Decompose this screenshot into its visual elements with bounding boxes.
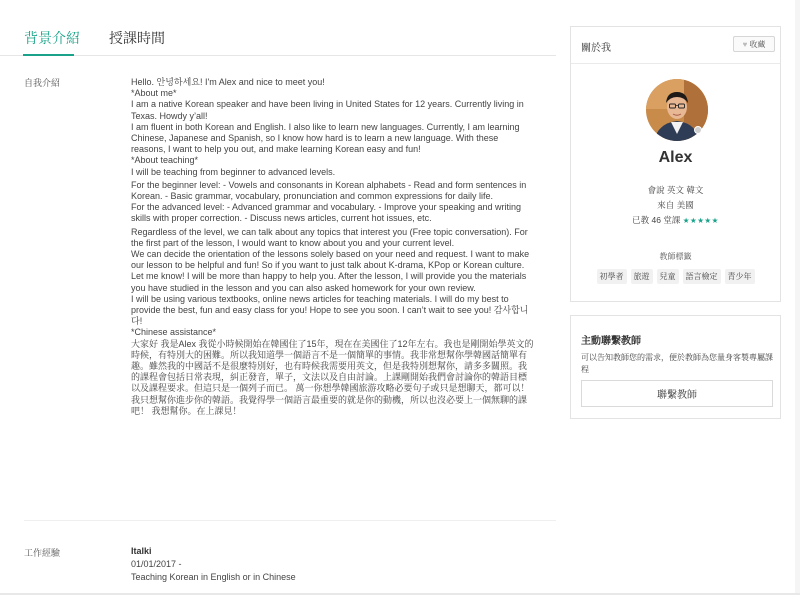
intro-paragraph: I am fluent in both Korean and English. I also like to learn new languages. Currently, I am learning Chinese, Japanese and Spanish, so I know how hard is to learn a new language. With these reasons, I want to help you out, and make learning Korean easy and fun! [131, 121, 520, 155]
intro-paragraph: For the advanced level: - Advanced grammar and vocabulary. - Improve your speaking and writing skills with proper correction. - Discuss news articles, current hot issues, etc. [131, 202, 522, 224]
experience-description: Teaching Korean in English or in Chinese [131, 572, 296, 582]
intro-paragraph: Hello. 안녕하세요! I'm Alex and nice to meet you! [131, 77, 325, 87]
about-card [570, 26, 781, 302]
from-line [571, 199, 780, 211]
speaks-label: 會說 [647, 185, 665, 195]
contact-teacher-button[interactable]: 聯繫教師 [581, 380, 773, 407]
contact-card [570, 315, 781, 419]
intro-paragraph: I will be teaching from beginner to advanced levels. [131, 166, 336, 177]
experience-entry [131, 545, 296, 584]
from-value: 美國 [676, 200, 694, 210]
intro-text [131, 77, 534, 417]
experience-company: Italki [131, 546, 152, 556]
tags-title: 教師標籤 [659, 252, 692, 261]
experience-section-label: 工作經驗 [24, 548, 61, 558]
tab-background[interactable]: 背景介紹 [24, 30, 80, 46]
tag-item: 青少年 [725, 269, 755, 284]
intro-paragraph: *About me* [131, 88, 177, 99]
intro-paragraph: *Chinese assistance* [131, 327, 217, 338]
contact-description: 可以告知教師您的需求，便於教師為您量身客製專屬課程 [581, 353, 773, 374]
favorite-label: 收藏 [749, 39, 766, 49]
contact-title: 主動聯繫教師 [581, 336, 641, 347]
scrollbar[interactable] [795, 0, 800, 595]
section-divider [24, 520, 556, 521]
active-tab-indicator [23, 54, 74, 56]
heart-icon: ♥ [742, 39, 748, 49]
tag-item: 語言檢定 [683, 269, 721, 284]
intro-paragraph: *About teaching* [131, 155, 199, 166]
intro-paragraph: I will be using various textbooks, online news articles for teaching materials. I will do my best to provide the best, fun and easy class for you! Hope to see you soon. I can’t wait to see you! 감사합니다! [131, 293, 529, 327]
intro-paragraph: I am a native Korean speaker and have been living in United States for 12 years. Currently living in Texas. Howdy y’all! [131, 99, 524, 121]
teacher-tags [571, 269, 780, 284]
favorite-button[interactable] [733, 36, 775, 52]
tag-item: 初學者 [597, 269, 627, 284]
tab-schedule[interactable]: 授課時間 [109, 30, 165, 46]
taught-line [571, 214, 780, 226]
intro-paragraph: Regardless of the level, we can talk about any topics that interest you (Free topic conversation). For the first part of the lesson, I would want to know about you and your current level. [131, 226, 528, 248]
intro-paragraph: We can decide the orientation of the lessons solely based on your need and request. I want to make our lesson to be helpful and fun! So if you want to just talk about K-drama, KPop or Korean culture. Let me know! I will be more than happy to help you. After the lesson, I will provide you the materials you have studied in the lesson and you can also asked homework for your own review. [131, 249, 530, 293]
rating-stars-icon: ★★★★★ [682, 216, 719, 225]
taught-suffix: 堂課 [663, 215, 681, 225]
intro-paragraph: For the beginner level: - Vowels and consonants in Korean alphabets - Read and form sentences in Korean. - Basic grammar, vocabulary, pronunciation and common expressions for daily life. [131, 179, 527, 202]
speaks-line [571, 184, 780, 196]
speaks-value: 英文 韓文 [667, 185, 704, 195]
taught-prefix: 已教 [632, 215, 650, 225]
taught-count: 46 [651, 215, 661, 225]
tag-item: 兒童 [657, 269, 679, 284]
intro-paragraph: 大家好 我是Alex 我從小時候開始在韓國住了15年，現在在美國住了12年左右。我也是剛開始學英文的時候，有特別大的困難。所以我知道學一個語言不是一個簡單的事情。我非常想幫你學韓國話簡單有趣。雖然我的中國話不是很麼特別好，也有時候我需要用英文，但是我特別想幫你，請多多關照。我的課程會包括日常表現，糾正發音，單子，文法以及自由討論。上課剛開始我們會討論你的韓語目標以及課程要求。但這只是一個列子而已。 萬一你想學韓國旅游攻略必要句子或只是想聊天，都可以！我只想幫你進步你的韓語。我覺得學一個語言最重要的就是你的動機，所以也沒必要上一個無聊的課吧！ 我想幫你。在上課見！ [131, 338, 534, 416]
teacher-name: Alex [658, 149, 693, 166]
experience-date: 01/01/2017 - [131, 559, 182, 569]
status-dot [694, 126, 702, 134]
tab-bar [0, 0, 556, 56]
from-label: 來自 [657, 200, 675, 210]
card-divider [571, 63, 780, 64]
intro-section-label: 自我介紹 [24, 78, 61, 88]
tag-item: 旅遊 [631, 269, 653, 284]
about-title: 關於我 [581, 43, 611, 54]
